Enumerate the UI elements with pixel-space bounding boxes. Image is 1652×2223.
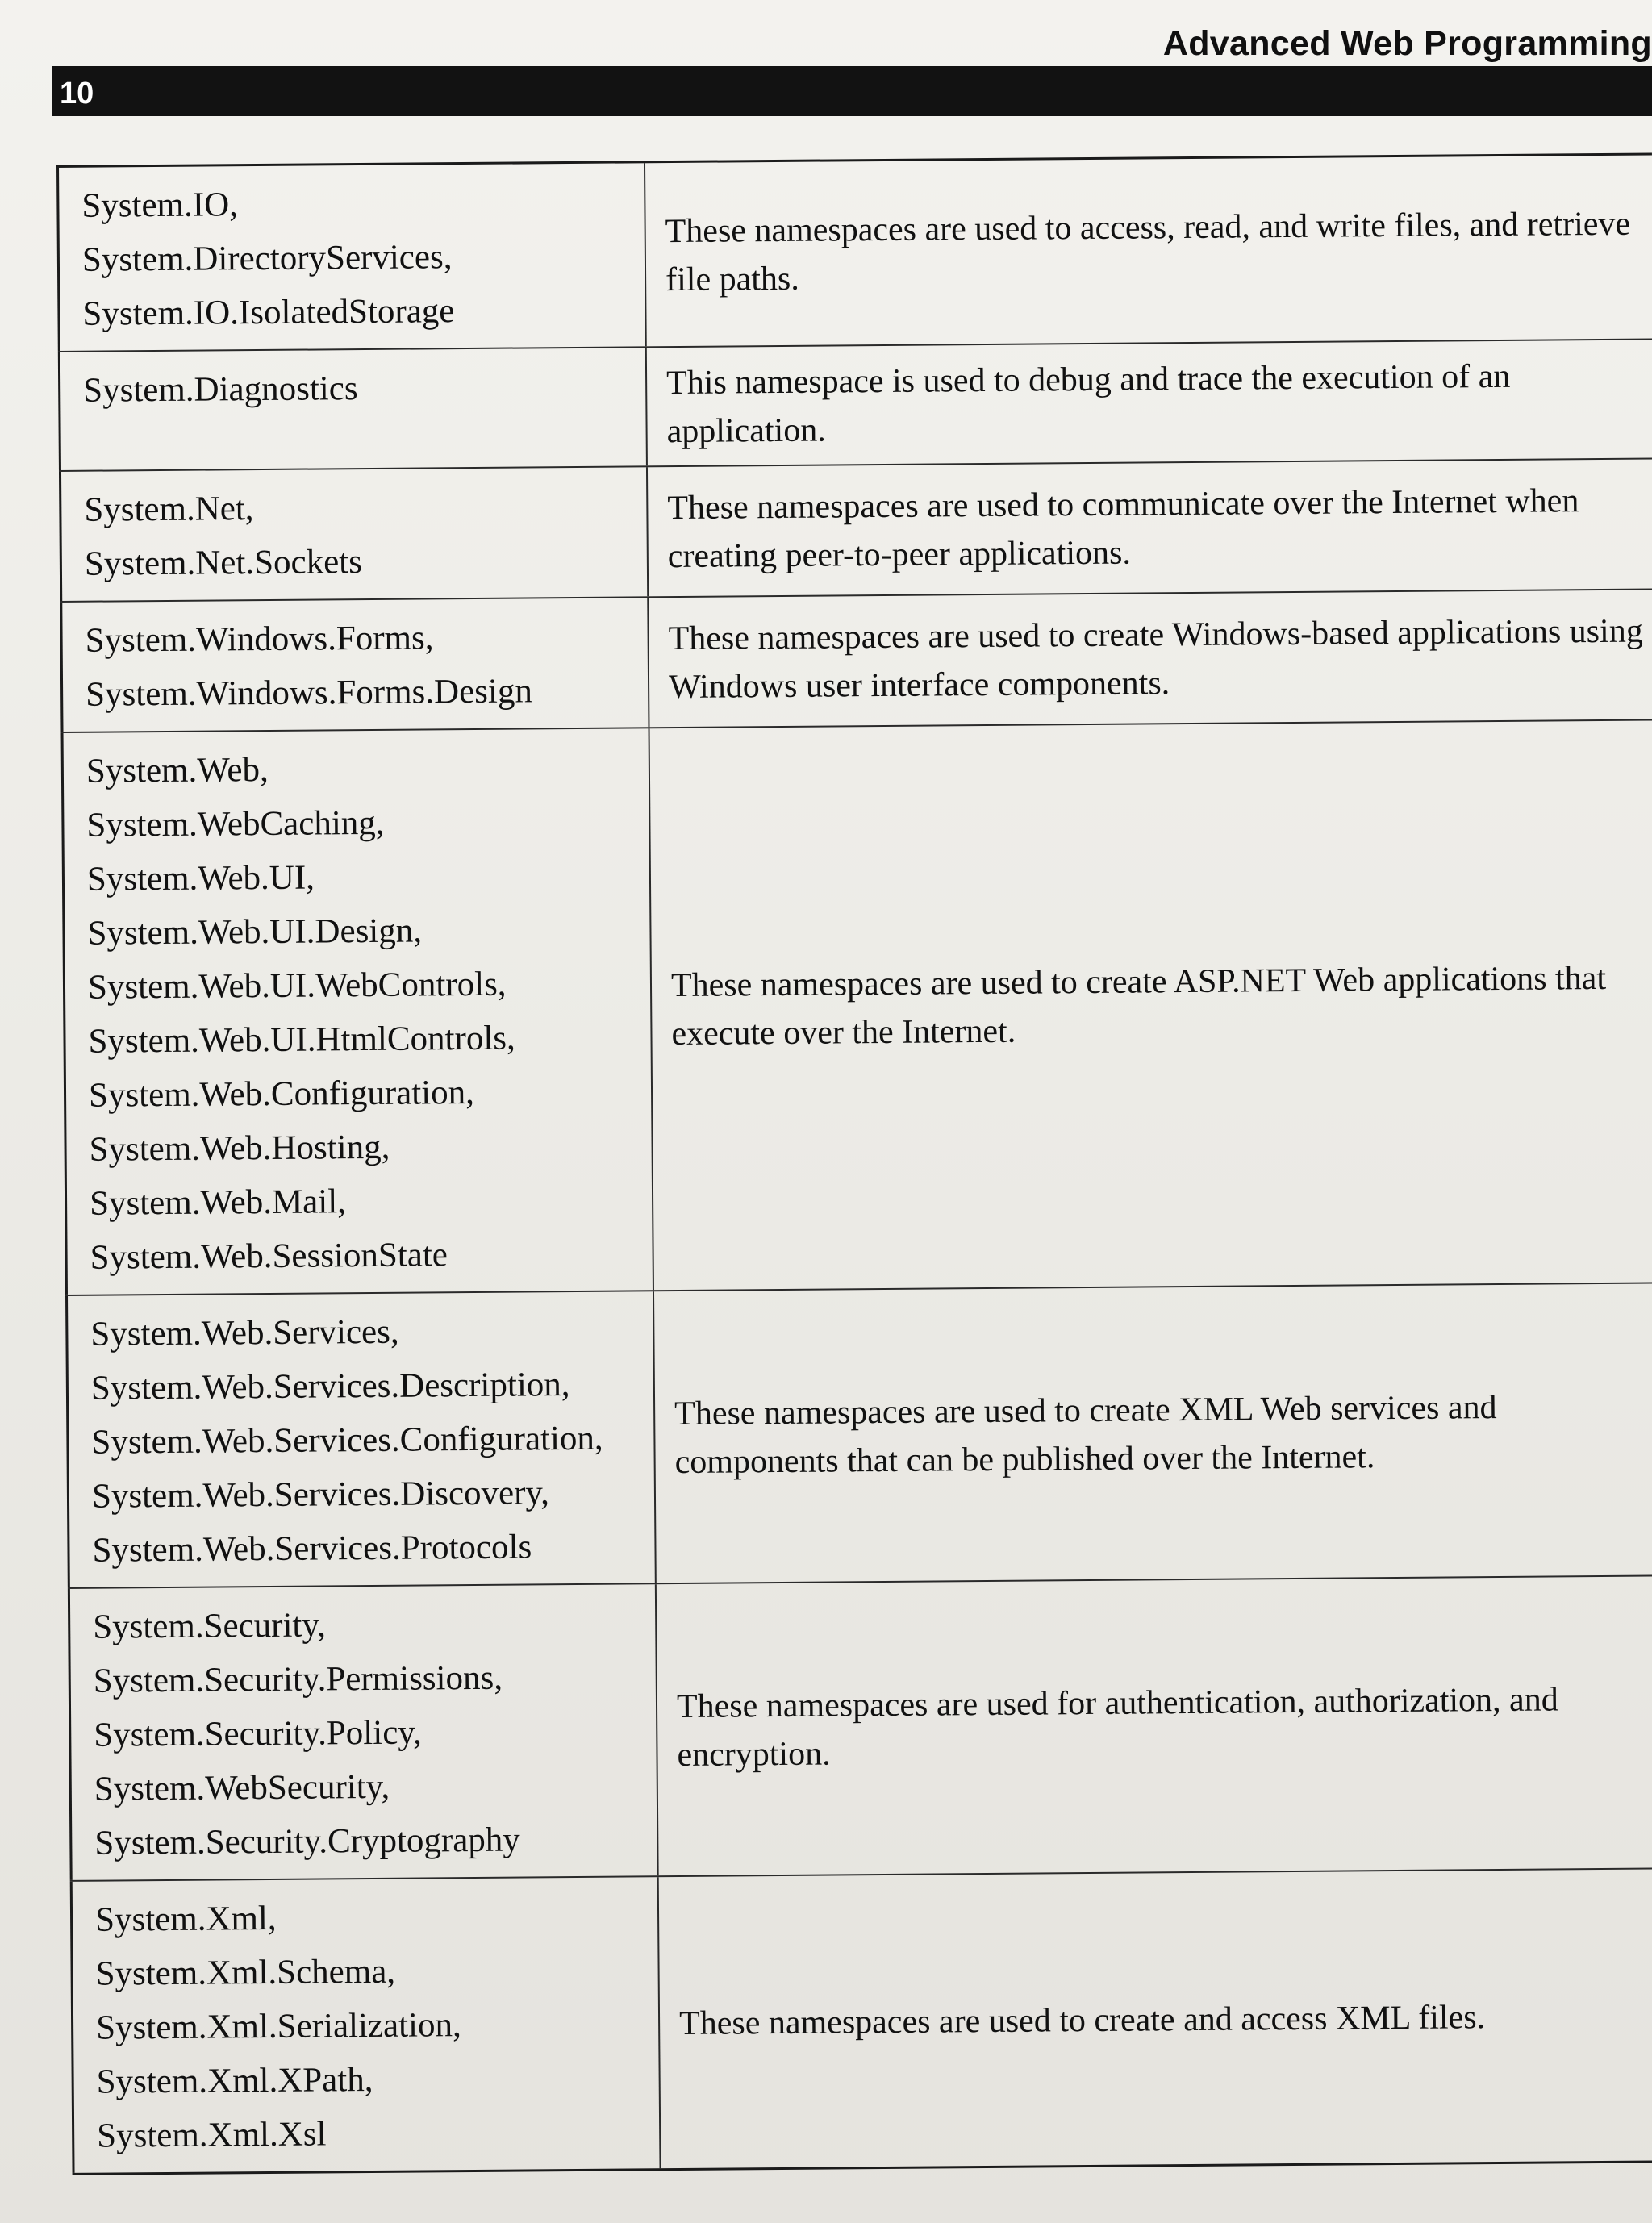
table-row xyxy=(65,1283,1652,1589)
namespace-name: System.Web.Services.Description, xyxy=(90,1366,570,1408)
page-number: 10 xyxy=(60,77,94,111)
namespace-name: System.Xml.Xsl xyxy=(97,2115,327,2155)
namespace-name: System.Security, xyxy=(93,1606,327,1646)
namespace-name: System.Security.Policy, xyxy=(94,1713,422,1754)
namespace-cell xyxy=(61,728,654,1295)
namespace-name: System.WebCaching, xyxy=(86,803,385,845)
table-row xyxy=(59,459,1652,603)
namespace-name: System.Web.Services, xyxy=(90,1312,399,1353)
namespace-cell xyxy=(58,348,648,470)
namespace-cell xyxy=(65,1291,657,1587)
description-cell xyxy=(648,459,1652,596)
namespace-name: System.Web.UI.HtmlControls, xyxy=(88,1019,515,1061)
namespace-description: These namespaces are used to create XML Web services and components that can be published over the Internet. xyxy=(674,1388,1497,1481)
namespace-name: System.Xml.Serialization, xyxy=(95,2006,461,2047)
table-row xyxy=(60,590,1652,733)
namespace-name: System.Net.Sockets xyxy=(84,543,363,583)
table-row xyxy=(61,720,1652,1296)
description-cell xyxy=(657,1576,1652,1875)
namespace-cell xyxy=(56,163,647,351)
namespace-name: System.Security.Permissions, xyxy=(93,1658,503,1700)
namespace-name: System.Diagnostics xyxy=(83,369,358,410)
namespace-name: System.Windows.Forms.Design xyxy=(85,672,533,714)
namespace-description: These namespaces are used to create and access XML files. xyxy=(678,1998,1486,2042)
header-bar xyxy=(52,66,1652,116)
namespace-name: System.IO, xyxy=(81,186,239,225)
description-cell xyxy=(659,1869,1652,2168)
namespace-name: System.WebSecurity, xyxy=(94,1767,390,1808)
namespace-name: System.Web.Services.Protocols xyxy=(92,1528,532,1570)
description-cell xyxy=(654,1283,1652,1583)
description-cell xyxy=(650,720,1652,1290)
namespace-cell xyxy=(70,1877,661,2173)
namespace-name: System.Web.UI.WebControls, xyxy=(87,965,507,1007)
description-cell xyxy=(645,155,1652,346)
namespace-name: System.Windows.Forms, xyxy=(85,619,434,660)
table-row xyxy=(58,340,1652,472)
namespace-cell xyxy=(59,467,649,601)
namespace-cell xyxy=(60,598,649,732)
table-row xyxy=(70,1869,1652,2173)
namespace-description: This namespace is used to debug and trace the execution of an application. xyxy=(665,357,1511,451)
table-row xyxy=(68,1576,1652,1882)
namespace-name: System.Web.Hosting, xyxy=(89,1128,390,1169)
description-cell xyxy=(647,340,1652,465)
namespace-name: System.Web, xyxy=(86,750,269,790)
namespace-description: These namespaces are used to communicate over the Internet when creating peer-to-peer applications. xyxy=(667,482,1579,576)
description-cell xyxy=(649,590,1652,727)
namespace-name: System.Web.SessionState xyxy=(90,1236,448,1277)
namespace-name: System.Web.UI.Design, xyxy=(87,911,423,953)
namespace-name: System.Xml.Schema, xyxy=(95,1952,396,1993)
namespace-name: System.Web.Mail, xyxy=(89,1182,347,1223)
namespace-table xyxy=(56,152,1652,2175)
namespace-name: System.Web.Configuration, xyxy=(88,1073,475,1115)
running-header-title: Advanced Web Programming xyxy=(1162,24,1652,63)
namespace-name: System.Security.Cryptography xyxy=(94,1821,521,1862)
namespace-name: System.Web.Services.Configuration, xyxy=(91,1419,603,1462)
namespace-name: System.Xml, xyxy=(94,1899,277,1939)
namespace-name: System.Web.UI, xyxy=(86,858,315,899)
namespace-name: System.IO.IsolatedStorage xyxy=(82,292,455,333)
namespace-description: These namespaces are used for authentication, authorization, and encryption. xyxy=(676,1680,1558,1774)
namespace-cell xyxy=(68,1584,659,1880)
namespace-name: System.Xml.XPath, xyxy=(96,2060,373,2101)
namespace-name: System.DirectoryServices, xyxy=(81,238,453,279)
namespace-description: These namespaces are used to create ASP.NET Web applications that execute over the Internet. xyxy=(670,959,1607,1053)
namespace-name: System.Net, xyxy=(84,490,254,529)
namespace-description: These namespaces are used to create Windows-based applications using Windows user interface components. xyxy=(668,612,1643,707)
namespace-name: System.Web.Services.Discovery, xyxy=(91,1474,550,1516)
namespace-description: These namespaces are used to access, read, and write files, and retrieve file paths. xyxy=(665,205,1631,298)
table-row xyxy=(56,155,1652,352)
